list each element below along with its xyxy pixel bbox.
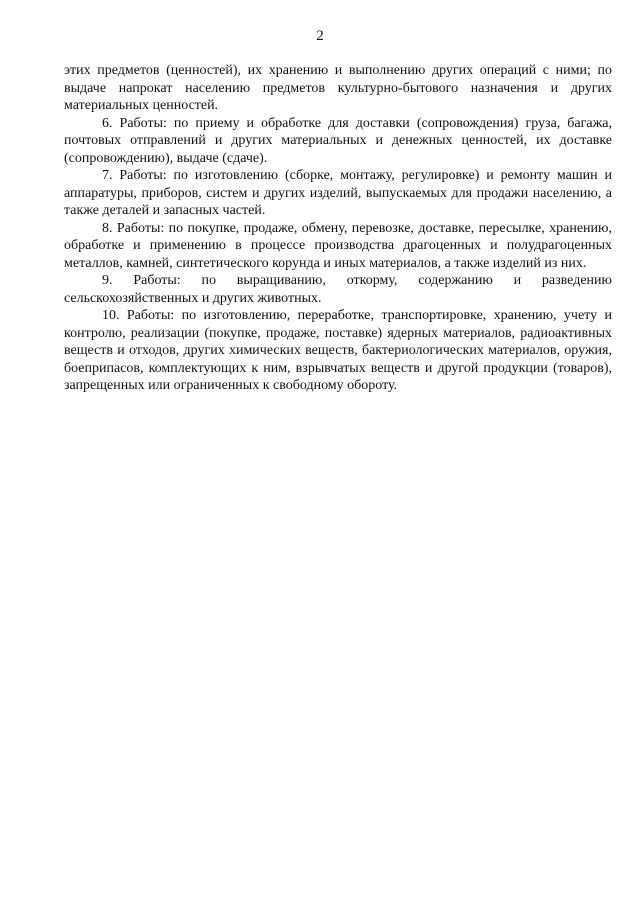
- paragraph-continuation: этих предметов (ценностей), их хранению и выполнению других операций с ними; по выдаче напрокат населению предметов культурно-бытового назначения и других материальных ценностей.: [64, 63, 612, 113]
- page-number: 2: [316, 28, 324, 44]
- paragraph-item-9: 9. Работы: по выращиванию, откорму, содержанию и разведению сельскохозяйственных и других животных.: [64, 273, 612, 306]
- document-body: [64, 62, 612, 395]
- paragraph-item-6: 6. Работы: по приему и обработке для доставки (сопровождения) груза, багажа, почтовых отправлений и других материальных и денежных ценностей, их доставке (сопровождению), выдаче (сдаче).: [64, 115, 612, 166]
- paragraph-item-10: 10. Работы: по изготовлению, переработке, транспортировке, хранению, учету и контролю, реализации (покупке, продаже, поставке) ядерных материалов, радиоактивных веществ и отходов, других химических веществ, бактериологических материалов, оружия, боеприпасов, комплектующих к ним, взрывчатых веществ и другой продукции (товаров), запрещенных или ограниченных к свободному обороту.: [64, 308, 612, 393]
- paragraph-item-8: 8. Работы: по покупке, продаже, обмену, перевозке, доставке, пересылке, хранению, обработке и применению в процессе производства драгоценных и полудрагоценных металлов, камней, синтетического корунда и иных материалов, а также изделий из них.: [64, 220, 612, 271]
- paragraph-item-7: 7. Работы: по изготовлению (сборке, монтажу, регулировке) и ремонту машин и аппаратуры, приборов, систем и других изделий, выпускаемых для продажи населению, а также деталей и запасных частей.: [64, 168, 612, 218]
